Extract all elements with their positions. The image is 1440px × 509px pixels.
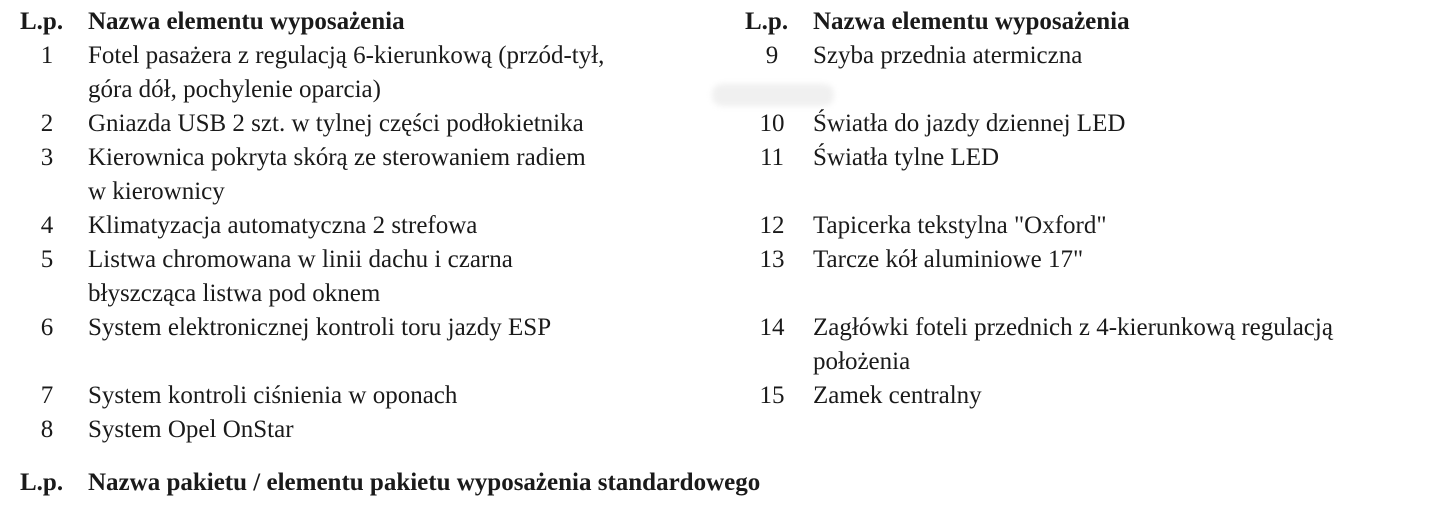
list-item — [20, 107, 720, 141]
item-line: Zagłówki foteli przednich z 4-kierunkową regulacją — [813, 314, 1333, 341]
equipment-table-left — [20, 5, 720, 447]
item-number: 7 — [40, 382, 54, 409]
item-number: 1 — [40, 42, 54, 69]
list-item — [20, 39, 720, 107]
item-name — [813, 141, 1440, 175]
item-number: 15 — [759, 382, 785, 409]
list-item — [20, 413, 720, 447]
list-item — [20, 209, 720, 243]
item-line: położenia — [813, 348, 911, 375]
item-name — [813, 107, 1440, 141]
item-name — [88, 141, 720, 209]
item-line: System Opel OnStar — [88, 416, 294, 443]
item-line: błyszcząca listwa pod oknem — [88, 280, 381, 307]
item-line: Zamek centralny — [813, 382, 982, 409]
header-name: Nazwa elementu wyposażenia — [813, 8, 1130, 35]
item-name — [88, 243, 720, 311]
item-line: Światła tylne LED — [813, 144, 1000, 171]
item-number: 4 — [40, 212, 54, 239]
item-name — [88, 413, 720, 447]
item-line: System kontroli ciśnienia w oponach — [88, 382, 458, 409]
item-name — [88, 107, 720, 141]
item-name — [88, 39, 720, 107]
item-name — [813, 379, 1440, 413]
item-number: 8 — [40, 416, 54, 443]
item-line: Tarcze kół aluminiowe 17" — [813, 246, 1084, 273]
table-header — [745, 5, 1440, 39]
list-item — [745, 243, 1440, 311]
item-number: 14 — [759, 314, 785, 341]
list-item — [745, 311, 1440, 379]
list-item — [745, 379, 1440, 413]
item-name — [88, 311, 720, 345]
item-line: System elektronicznej kontroli toru jazdy ESP — [88, 314, 552, 341]
list-item — [20, 243, 720, 311]
header-lp: L.p. — [20, 8, 64, 35]
list-item — [20, 141, 720, 209]
item-line: Listwa chromowana w linii dachu i czarna — [88, 246, 513, 273]
item-line: Gniazda USB 2 szt. w tylnej części podłokietnika — [88, 110, 584, 137]
item-number: 5 — [40, 246, 54, 273]
list-item — [745, 39, 1440, 107]
equipment-table-right — [745, 5, 1440, 413]
item-name — [813, 209, 1440, 243]
item-number: 6 — [40, 314, 54, 341]
item-number: 3 — [40, 144, 54, 171]
item-line: Szyba przednia atermiczna — [813, 42, 1083, 69]
package-header-name: Nazwa pakietu / elementu pakietu wyposażenia standardowego — [88, 469, 761, 496]
cropped-text-line — [20, 502, 380, 509]
list-item — [745, 209, 1440, 243]
item-number: 12 — [759, 212, 785, 239]
list-item — [20, 311, 720, 379]
item-name — [813, 39, 1440, 73]
item-number: 10 — [759, 110, 785, 137]
item-number: 9 — [765, 42, 779, 69]
item-line: Klimatyzacja automatyczna 2 strefowa — [88, 212, 478, 239]
package-header-lp: L.p. — [20, 469, 64, 496]
list-item — [20, 379, 720, 413]
item-number: 13 — [759, 246, 785, 273]
header-name: Nazwa elementu wyposażenia — [88, 8, 405, 35]
cropped-text-ghost — [20, 502, 380, 509]
item-name — [813, 243, 1440, 277]
item-line: Światła do jazdy dziennej LED — [813, 110, 1126, 137]
item-number: 2 — [40, 110, 54, 137]
item-line: Fotel pasażera z regulacją 6-kierunkową (przód-tył, — [88, 42, 605, 69]
item-number: 11 — [759, 144, 785, 171]
table-header — [20, 5, 720, 39]
header-lp: L.p. — [745, 8, 789, 35]
package-table-header — [20, 466, 1420, 500]
item-name — [88, 379, 720, 413]
item-line: Tapicerka tekstylna "Oxford" — [813, 212, 1107, 239]
item-line: Kierownica pokryta skórą ze sterowaniem radiem — [88, 144, 586, 171]
item-name — [88, 209, 720, 243]
list-item — [745, 141, 1440, 209]
package-table — [20, 466, 1420, 500]
item-name — [813, 311, 1440, 379]
item-line: w kierownicy — [88, 178, 225, 205]
item-line: góra dół, pochylenie oparcia) — [88, 76, 381, 103]
list-item — [745, 107, 1440, 141]
